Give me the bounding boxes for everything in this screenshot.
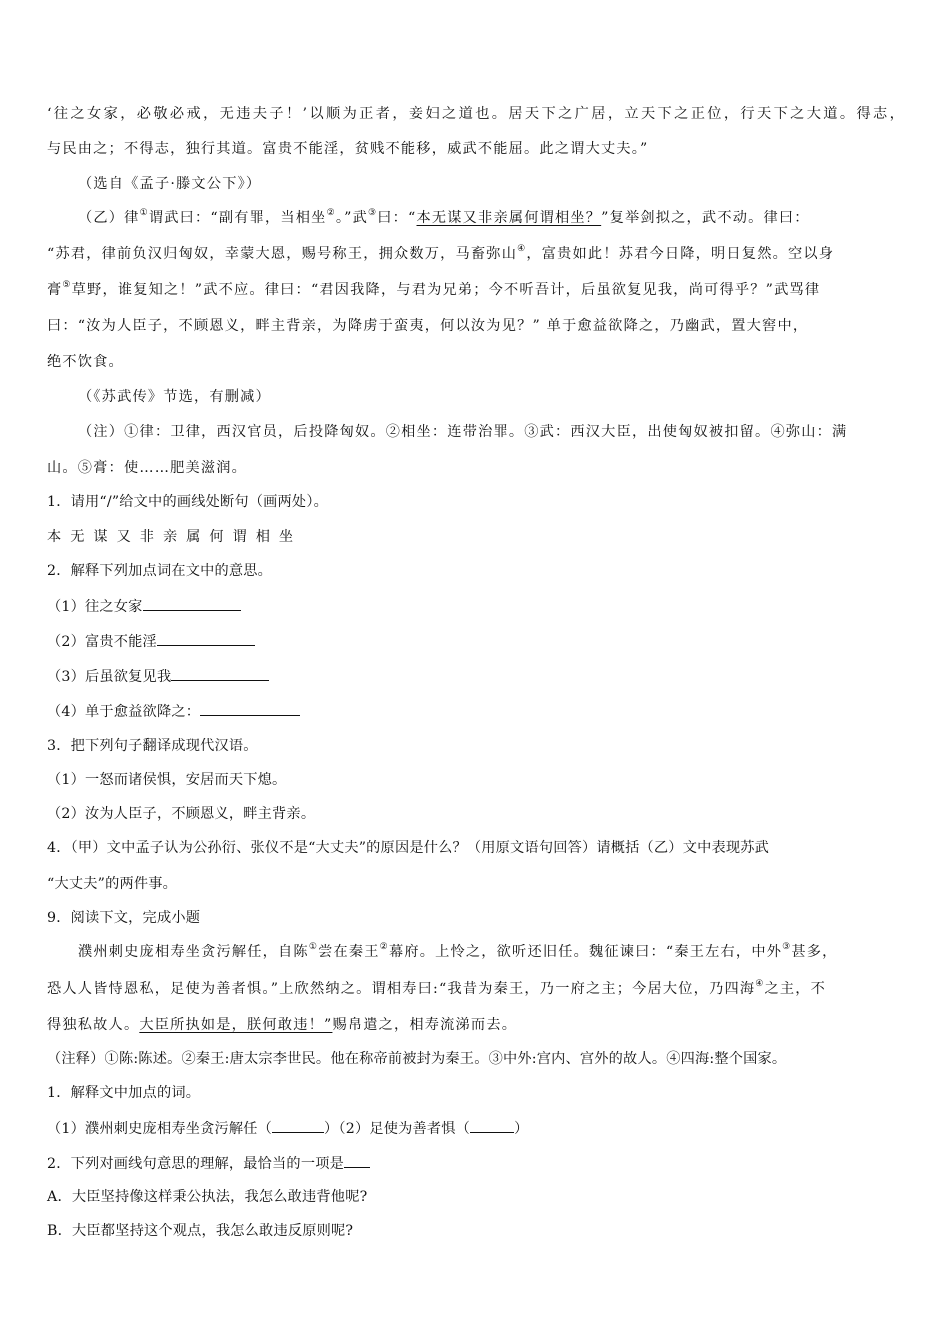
answer-blank[interactable] [157, 630, 255, 646]
yi-source: （《苏武传》节选，有删减） [78, 389, 271, 405]
yi-line-5: 绝不饮食。 [47, 354, 124, 370]
question-2-4: （4）单于愈益欲降之： [47, 700, 300, 722]
yi-line-3: 膏⑤草野，谁复知之！”武不应。律曰：“君因我降，与君为兄弟；今不听吾计，后虽欲复见我，尚可得乎？”武骂律 [47, 280, 821, 298]
jia-source: （选自《孟子·滕文公下》） [78, 176, 262, 192]
answer-blank[interactable] [171, 665, 269, 681]
section-9-question-1-items: （1）濮州刺史庞相寿坐贪污解任（ ）（2）足使为善者惧（ ） [47, 1117, 528, 1139]
question-3-2: （2）汝为人臣子，不顾恩义，畔主背亲。 [47, 806, 316, 822]
option-a: A．大臣坚持像这样秉公执法，我怎么敢违背他呢? [47, 1189, 368, 1205]
yi-line-4: 曰：“汝为人臣子，不顾恩义，畔主背亲，为降虏于蛮夷，何以汝为见？” 单于愈益欲降之，乃幽武，置大窖中， [47, 318, 809, 334]
answer-blank[interactable] [272, 1117, 324, 1133]
section-9-question-1: 1．解释文中加点的词。 [47, 1085, 201, 1101]
question-2-1: （1）往之女家 [47, 595, 241, 617]
question-3-1: （1）一怒而诸侯惧，安居而天下熄。 [47, 772, 287, 788]
section-9-para-2: 恐人人皆恃恩私，足使为善者惧。”上欣然纳之。谓相寿曰:“我昔为秦王，乃一府之主；今居大位，乃四海④之主，不 [47, 979, 827, 997]
question-1-text: 本无谋又非亲属何谓相坐 [47, 529, 303, 545]
section-9-question-2: 2．下列对画线句意思的理解，最恰当的一项是 [47, 1152, 370, 1174]
answer-blank[interactable] [344, 1152, 370, 1168]
answer-blank[interactable] [143, 595, 241, 611]
jia-line-1: ‘往之女家，必敬必戒，无违夫子！’以顺为正者，妾妇之道也。居天下之广居，立天下之正位，行天下之大道。得志， [47, 106, 905, 122]
yi-line-1: （乙）律①谓武曰：“副有罪，当相坐②。”武③曰：“本无谋又非亲属何谓相坐？”复举剑拟之，武不动。律曰： [78, 208, 810, 226]
underlined-sentence: 大臣所执如是，朕何敢违！” [139, 1017, 333, 1033]
question-2-3: （3）后虽欲复见我 [47, 665, 269, 687]
yi-note-1: （注）①律：卫律，西汉官员，后投降匈奴。②相坐：连带治罪。③武：西汉大臣，出使匈奴被扣留。④弥山：满 [78, 424, 848, 440]
question-1: 1．请用“/”给文中的画线处断句（画两处）。 [47, 494, 328, 510]
question-2: 2．解释下列加点词在文中的意思。 [47, 563, 273, 579]
answer-blank[interactable] [200, 700, 300, 716]
question-4-line-1: 4．（甲）文中孟子认为公孙衍、张仪不是“大丈夫”的原因是什么？（用原文语句回答）请概括（乙）文中表现苏武 [47, 840, 770, 856]
underlined-sentence: 本无谋又非亲属何谓相坐？ [416, 210, 602, 226]
answer-blank[interactable] [470, 1117, 514, 1133]
question-2-2: （2）富贵不能淫 [47, 630, 255, 652]
section-9-notes: （注释）①陈:陈述。②秦王:唐太宗李世民。他在称帝前被封为秦王。③中外:宫内、宫外的故人。④四海:整个国家。 [47, 1051, 787, 1067]
option-b: B．大臣都坚持这个观点，我怎么敢违反原则呢? [47, 1223, 354, 1239]
jia-line-2: 与民由之；不得志，独行其道。富贵不能淫，贫贱不能移，威武不能屈。此之谓大丈夫。” [47, 141, 649, 157]
question-3: 3．把下列句子翻译成现代汉语。 [47, 738, 258, 754]
yi-line-2: “苏君，律前负汉归匈奴，幸蒙大恩，赐号称王，拥众数万，马畜弥山④，富贵如此！苏君今日降，明日复然。空以身 [47, 244, 835, 262]
question-4-line-2: “大丈夫”的两件事。 [47, 876, 178, 892]
section-9-para-1: 濮州刺史庞相寿坐贪污解任，自陈①尝在秦王②幕府。上怜之，欲听还旧任。魏征谏曰：“秦王左右，中外③甚多， [78, 942, 838, 960]
section-9-title: 9．阅读下文，完成小题 [47, 910, 201, 926]
section-9-para-3: 得独私故人。大臣所执如是，朕何敢违！”赐帛遣之，相寿流涕而去。 [47, 1017, 518, 1033]
yi-note-2: 山。⑤膏：使……肥美滋润。 [47, 460, 248, 476]
